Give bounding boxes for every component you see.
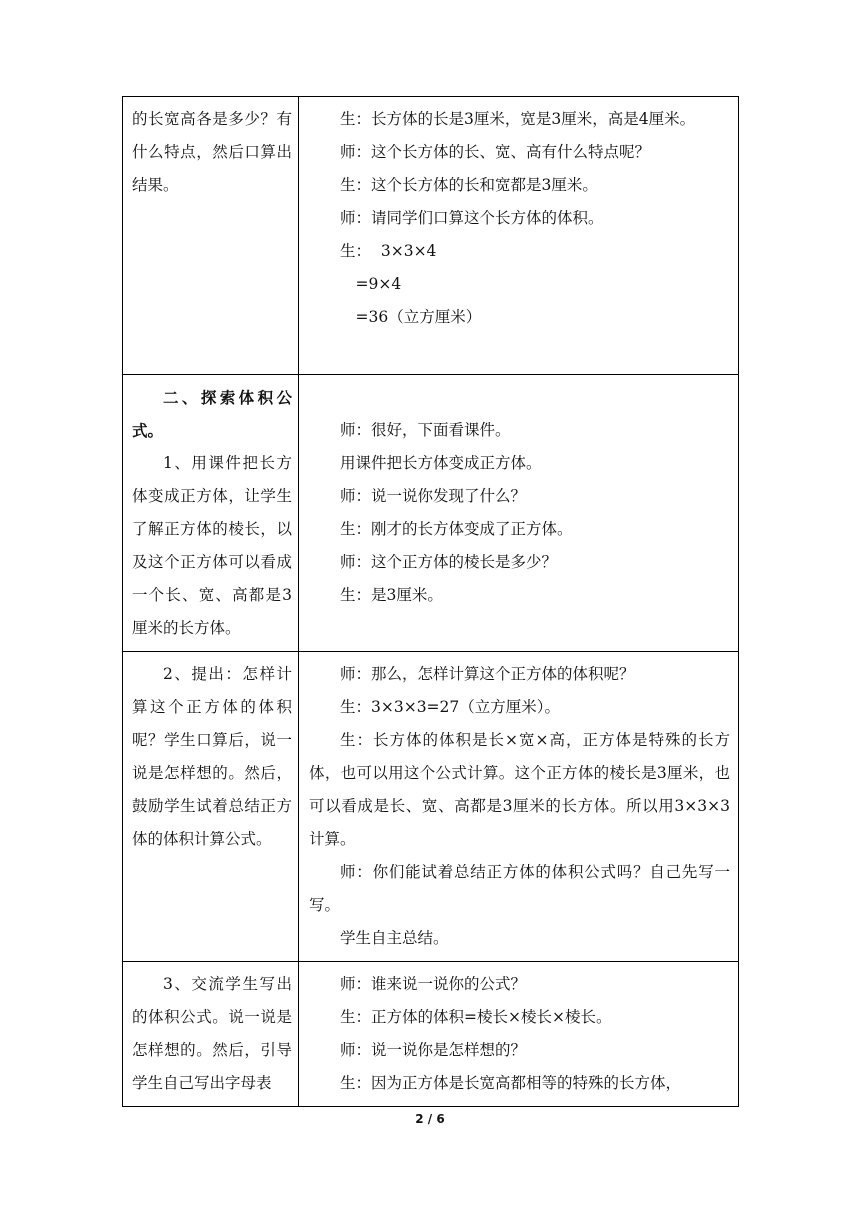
dialogue-line: 生：长方体的体积是长×宽×高，正方体是特殊的长方体，也可以用这个公式计算。这个正方体的棱长是3厘米，也可以看成是长、宽、高都是3厘米的长方体。所以用3×3×3计算。 bbox=[309, 731, 730, 848]
dialogue-line: 生：3×3×3=27（立方厘米）。 bbox=[340, 698, 561, 716]
table-row bbox=[123, 652, 739, 962]
table-row bbox=[123, 962, 739, 1107]
left-paragraph: 3、交流学生写出的体积公式。说一说是怎样想的。然后，引导学生自己写出字母表 bbox=[132, 975, 292, 1092]
left-cell bbox=[123, 652, 299, 962]
left-paragraph: 的长宽高各是多少？有什么特点，然后口算出结果。 bbox=[132, 110, 292, 194]
dialogue-line: 生：刚才的长方体变成了正方体。 bbox=[340, 520, 573, 538]
calc-line: =9×4 bbox=[355, 275, 402, 293]
left-paragraph: 2、提出：怎样计算这个正方体的体积呢？学生口算后，说一说是怎样想的。然后，鼓励学生试着总结正方体的体积计算公式。 bbox=[132, 665, 292, 848]
dialogue-line: 师：你们能试着总结正方体的体积公式吗？自己先写一写。 bbox=[309, 863, 730, 914]
dialogue-line: 师：很好，下面看课件。 bbox=[340, 421, 511, 439]
left-cell bbox=[123, 97, 299, 375]
dialogue-line: 师：谁来说一说你的公式？ bbox=[340, 975, 527, 993]
table-row bbox=[123, 375, 739, 652]
right-cell bbox=[299, 962, 739, 1107]
dialogue-line: 学生自主总结。 bbox=[340, 929, 449, 947]
page-number: 2 / 6 bbox=[415, 1112, 445, 1126]
dialogue-line: 生：是3厘米。 bbox=[340, 586, 443, 604]
right-cell bbox=[299, 375, 739, 652]
left-cell bbox=[123, 962, 299, 1107]
calc-line: 生： 3×3×4 bbox=[340, 242, 437, 260]
dialogue-line: 师：说一说你是怎样想的？ bbox=[340, 1041, 527, 1059]
dialogue-line: 师：请同学们口算这个长方体的体积。 bbox=[340, 209, 604, 227]
dialogue-line: 生：因为正方体是长宽高都相等的特殊的长方体， bbox=[340, 1074, 682, 1092]
section-title: 二、探索体积公式。 bbox=[132, 388, 292, 440]
left-paragraph: 1、用课件把长方体变成正方体，让学生了解正方体的棱长，以及这个正方体可以看成一个长、宽、高都是3厘米的长方体。 bbox=[132, 454, 292, 637]
dialogue-line: 师：这个正方体的棱长是多少？ bbox=[340, 553, 558, 571]
dialogue-line: 生：这个长方体的长和宽都是3厘米。 bbox=[340, 176, 598, 194]
spacer bbox=[309, 381, 730, 414]
table-row bbox=[123, 97, 739, 375]
left-cell bbox=[123, 375, 299, 652]
dialogue-line: 生：正方体的体积=棱长×棱长×棱长。 bbox=[340, 1008, 612, 1026]
dialogue-line: 生：长方体的长是3厘米，宽是3厘米，高是4厘米。 bbox=[340, 110, 696, 128]
dialogue-line: 师：这个长方体的长、宽、高有什么特点呢？ bbox=[340, 143, 651, 161]
dialogue-line: 用课件把长方体变成正方体。 bbox=[340, 454, 542, 472]
lesson-plan-table bbox=[122, 96, 739, 1107]
right-cell bbox=[299, 97, 739, 375]
dialogue-line: 师：说一说你发现了什么？ bbox=[340, 487, 527, 505]
calc-line: =36（立方厘米） bbox=[355, 308, 482, 326]
dialogue-line: 师：那么，怎样计算这个正方体的体积呢？ bbox=[340, 665, 635, 683]
right-cell bbox=[299, 652, 739, 962]
